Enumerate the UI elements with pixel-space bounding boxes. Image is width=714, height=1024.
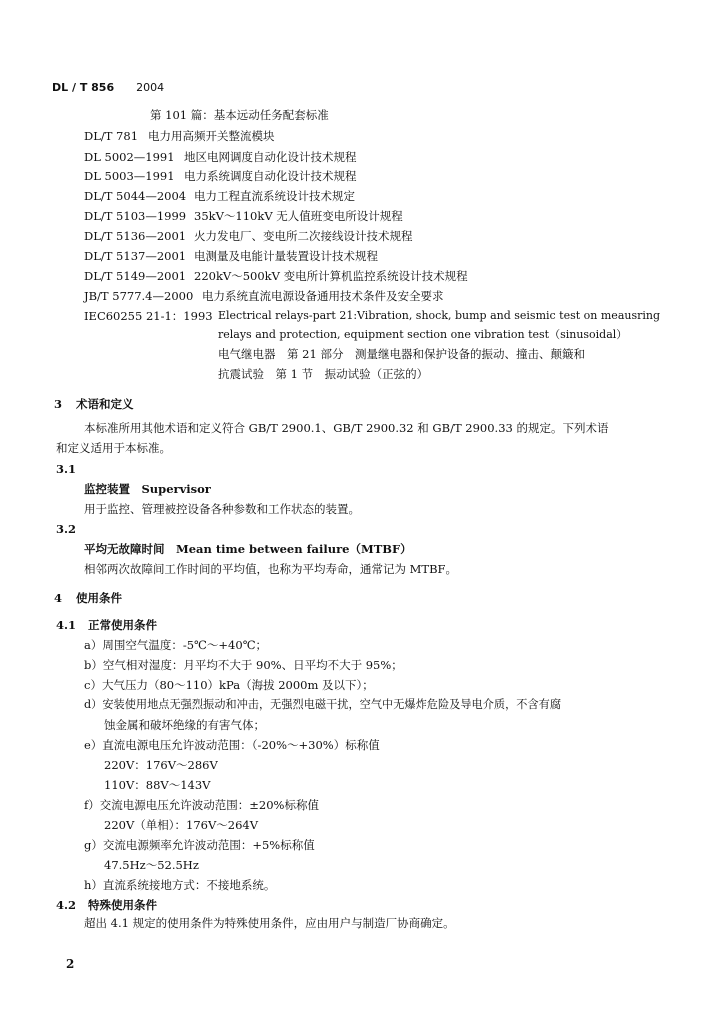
section-3-para-line-1: 本标准所用其他术语和定义符合 GB/T 2900.1、GB/T 2900.32 和 GB/T 2900.33 的规定。下列术语 [84,421,609,435]
iec-title-zh-2: 抗震试验 第 1 节 振动试验（正弦的） [218,367,429,381]
reference-code: DL/T 5149—2001 [84,269,187,283]
section-3-para-line-2: 和定义适用于本标准。 [56,441,171,455]
clause-4-2-heading [56,897,157,913]
reference-code: JB/T 5777.4—2000 [84,289,194,303]
reference-title: 220kV～500kV 变电所计算机监控系统设计技术规程 [194,269,468,283]
clause-3-2-term: 平均无故障时间 Mean time between failure（MTBF） [84,542,412,556]
list-item: d）安装使用地点无强烈振动和冲击，无强烈电磁干扰，空气中无爆炸危险及导电介质，不含有腐 [84,698,562,711]
reference-title: 电力系统直流电源设备通用技术条件及安全要求 [202,289,444,303]
list-item: h）直流系统接地方式：不接地系统。 [84,878,276,892]
clause-3-1-definition: 用于监控、管理被控设备各种参数和工作状态的装置。 [84,502,360,516]
reference-title: 电力工程直流系统设计技术规定 [194,189,355,203]
clause-4-2-text: 超出 4.1 规定的使用条件为特殊使用条件，应由用户与制造厂协商确定。 [84,916,455,930]
reference-code: DL/T 5137—2001 [84,249,187,263]
clause-title: 特殊使用条件 [88,898,158,912]
clause-number: 4.2 [56,898,77,912]
list-item: g）交流电源频率允许波动范围：+5%标称值 [84,838,315,852]
reference-item [84,168,357,184]
reference-title: 火力发电厂、变电所二次接线设计技术规程 [194,229,413,243]
list-item: e）直流电源电压允许波动范围：（-20%～+30%）标称值 [84,738,380,752]
reference-item [84,188,355,204]
list-item: a）周围空气温度：-5℃～+40℃； [84,638,268,652]
page-header [52,80,164,96]
reference-code: DL/T 781 [84,129,139,143]
iec-title-en-1: Electrical relays-part 21:Vibration, shock, bump and seismic test on meausring [218,309,661,322]
reference-title: 35kV～110kV 无人值班变电所设计规程 [194,209,403,223]
clause-3-1-term: 监控装置 Supervisor [84,482,211,496]
reference-title: 电测量及电能计量装置设计技术规程 [194,249,378,263]
standard-code: DL / T 856 [52,81,115,94]
reference-item [84,208,403,224]
clause-3-1-number: 3.1 [56,462,77,476]
reference-item [84,149,357,165]
standard-year: 2004 [136,81,165,94]
list-item: f）交流电源电压允许波动范围：±20%标称值 [84,798,319,812]
section-number: 3 [54,397,63,411]
iec-title-zh-1: 电气继电器 第 21 部分 测量继电器和保护设备的振动、撞击、颠簸和 [218,347,585,361]
refs-intro: 第 101 篇：基本远动任务配套标准 [150,108,329,122]
reference-title: 电力用高频开关整流模块 [148,129,275,143]
reference-item [84,268,468,284]
clause-title: 正常使用条件 [88,618,158,632]
clause-number: 4.1 [56,618,77,632]
reference-code: DL 5002—1991 [84,150,175,164]
section-3-heading [54,396,134,412]
clause-3-2-definition: 相邻两次故障间工作时间的平均值，也称为平均寿命，通常记为 MTBF。 [84,562,458,576]
section-title: 术语和定义 [76,397,134,411]
reference-code: DL 5003—1991 [84,169,175,183]
reference-title: 地区电网调度自动化设计技术规程 [184,150,357,164]
list-item: b）空气相对湿度：月平均不大于 90%、日平均不大于 95%； [84,658,403,672]
reference-item [84,288,444,304]
reference-title: 电力系统调度自动化设计技术规程 [184,169,357,183]
reference-item [84,228,413,244]
reference-item [84,248,378,264]
section-title: 使用条件 [76,591,123,605]
iec-title-en-2: relays and protection, equipment section one vibration test（sinusoidal） [218,328,628,341]
clause-4-1-heading [56,617,157,633]
list-subitem: 220V（单相）：176V～264V [104,818,259,832]
iec-code: IEC60255 21-1：1993 [84,309,213,323]
section-4-heading [54,590,122,606]
section-number: 4 [54,591,63,605]
list-subitem: 47.5Hz～52.5Hz [104,858,199,872]
list-item: c）大气压力（80～110）kPa（海拔 2000m 及以下）； [84,678,374,692]
page-number: 2 [66,957,75,971]
list-subitem: 220V：176V～286V [104,758,218,772]
reference-item [84,128,275,144]
reference-code: DL/T 5103—1999 [84,209,187,223]
clause-3-2-number: 3.2 [56,522,77,536]
list-subitem: 110V：88V～143V [104,778,211,792]
reference-code: DL/T 5136—2001 [84,229,187,243]
list-item-continuation: 蚀金属和破坏绝缘的有害气体； [104,718,265,732]
reference-code: DL/T 5044—2004 [84,189,187,203]
